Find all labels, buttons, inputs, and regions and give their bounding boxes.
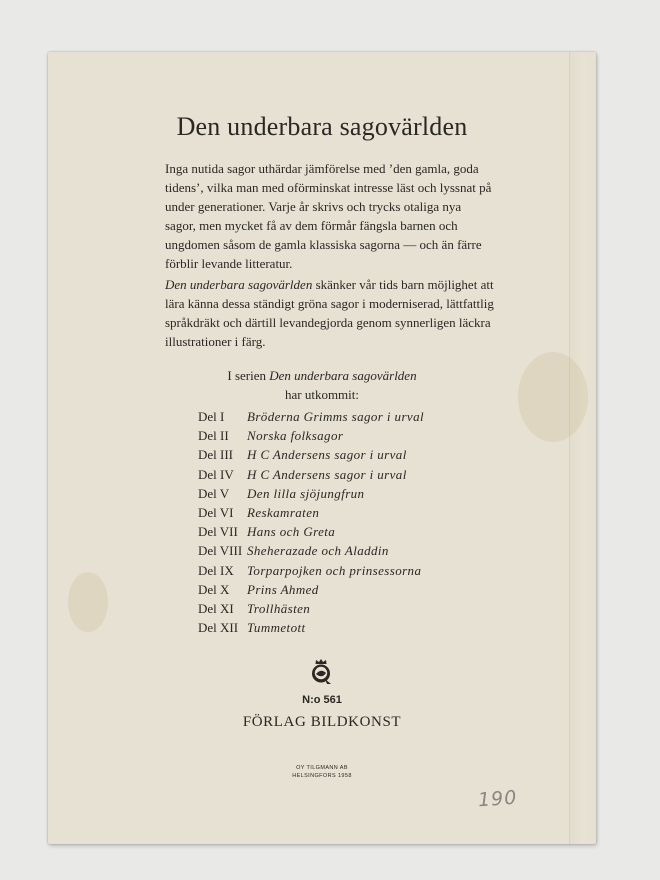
series-heading-name: Den underbara sagovärlden: [269, 368, 417, 383]
volume-number: Del I: [198, 409, 225, 424]
page-title: Den underbara sagovärlden: [176, 112, 468, 141]
volume-number: Del II: [198, 428, 229, 444]
printer-name: OY TILGMANN AB: [296, 765, 348, 771]
volume-title: H C Andersens sagor i urval: [247, 447, 407, 463]
series-heading: [48, 366, 596, 404]
volume-title: Torparpojken och prinsessorna: [247, 562, 422, 578]
printer-location: HELSINGFORS 1958: [292, 773, 352, 779]
volume-number: Del VI: [198, 504, 234, 520]
publisher-name: FÖRLAG BILDKONST: [242, 714, 402, 730]
publisher-emblem-icon: [307, 657, 335, 685]
volume-title: Norska folksagor: [247, 428, 344, 444]
description-text: skänker vår tids barn möjlighet att lära känna dessa ständigt gröna sagor i moderniserad, lättfattlig språkdräkt och därtill levandegjorda genom synnerligen läckra illustrationer i färg.: [165, 277, 494, 349]
volume-title: Reskamraten: [247, 504, 320, 520]
volume-title: Prins Ahmed: [247, 581, 319, 597]
volume-number: Del VIII: [198, 543, 243, 559]
series-heading-line2: har utkommit:: [284, 387, 360, 402]
list-item: [198, 618, 424, 637]
series-heading-prefix: I serien: [227, 368, 270, 383]
volume-title: Trollhästen: [247, 600, 311, 616]
list-item: [198, 484, 424, 503]
volume-title: H C Andersens sagor i urval: [247, 466, 407, 482]
volume-number: Del V: [198, 485, 230, 501]
list-item: [198, 541, 424, 560]
cover-content: [48, 52, 596, 844]
volume-title: Bröderna Grimms sagor i urval: [247, 409, 424, 424]
list-item: [198, 503, 424, 522]
list-item: [198, 465, 424, 484]
intro-paragraph: Inga nutida sagor uthärdar jämförelse med ’den gamla, goda tidens’, vilka man med oförminskat intresse läst och lyssnat på under generationer. Varje år skrivs och trycks otaliga nya sagor, men mycket få av dem förmår fängsla barnen och ungdomen såsom de gamla klassiska sagorna — och än färre förblir levande litteratur.: [165, 161, 492, 271]
list-item: [198, 445, 424, 464]
description-paragraph: [165, 275, 495, 351]
book-back-cover: [48, 52, 596, 844]
volume-number: Del III: [198, 447, 234, 463]
catalog-number: N:o 561: [302, 694, 342, 706]
list-item: [198, 561, 424, 580]
list-item: [198, 522, 424, 541]
volume-number: Del VII: [198, 524, 238, 540]
volume-number: Del IX: [198, 562, 234, 578]
list-item: [198, 407, 424, 426]
volume-number: Del XII: [198, 620, 239, 636]
handwritten-price: 190: [477, 786, 518, 812]
volume-number: Del XI: [198, 600, 234, 616]
volume-title: Sheherazade och Aladdin: [247, 543, 389, 559]
list-item: [198, 580, 424, 599]
series-name: Den underbara sagovärlden: [165, 277, 313, 292]
volume-title: Hans och Greta: [247, 524, 336, 540]
volume-number: Del X: [198, 581, 230, 597]
list-item: [198, 426, 424, 445]
volume-title: Den lilla sjöjungfrun: [247, 485, 365, 501]
volume-list: [198, 407, 424, 637]
printer-imprint: [48, 764, 596, 780]
list-item: [198, 599, 424, 618]
volume-number: Del IV: [198, 466, 234, 482]
volume-title: Tummetott: [247, 620, 306, 636]
